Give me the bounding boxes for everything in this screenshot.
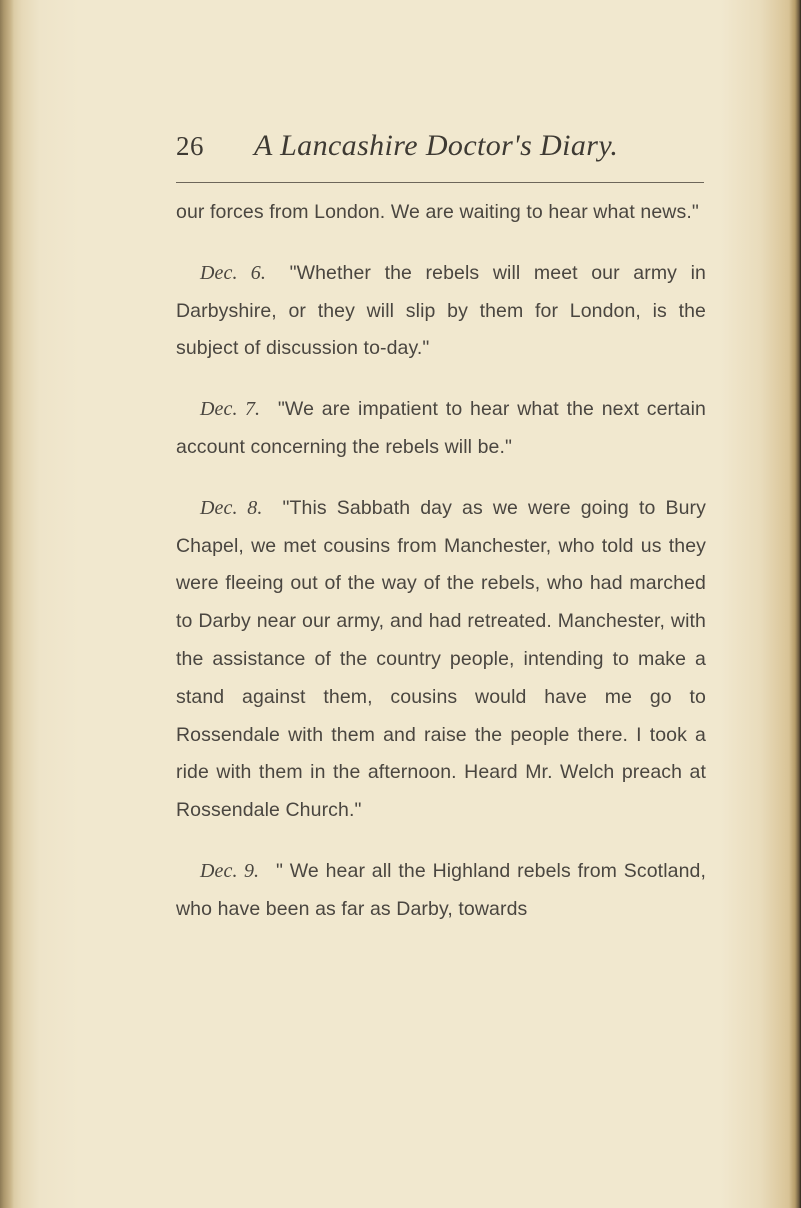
page-edge-shadow: [789, 0, 801, 1208]
header-rule: [176, 182, 704, 183]
entry-text: "We are impatient to hear what the next certain account concerning the rebels will be.": [176, 398, 706, 458]
entry-text: "This Sabbath day as we were going to Bury Chapel, we met cousins from Manchester, who told us they were fleeing out of the way of the rebels, who had marched to Darby near our army, and had retreated. Manchester, with the assistance of the country people, intending to make a stand against them, cousins would have me go to Rossendale with them and raise the people there. I took a ride with them in the afternoon. Heard Mr. Welch preach at Rossendale Church.": [176, 496, 706, 822]
entry-date: Dec. 8.: [200, 496, 263, 519]
paragraph-gap: [176, 467, 706, 490]
diary-entry-dec-8: [176, 490, 706, 830]
diary-paragraph-continued: [176, 194, 706, 232]
page-header: [176, 128, 716, 168]
entry-text: "Whether the rebels will meet our army in Darbyshire, or they will slip by them for London, is the subject of discussion to-day.": [176, 261, 706, 360]
paragraph-gap: [176, 368, 706, 391]
entry-date: Dec. 7.: [200, 398, 261, 421]
paragraph-gap: [176, 232, 706, 255]
entry-text: our forces from London. We are waiting to hear what news.": [176, 201, 699, 223]
page-number: 26: [176, 131, 204, 161]
diary-entry-dec-9: [176, 853, 706, 929]
entry-date: Dec. 9.: [200, 859, 260, 882]
entry-date: Dec. 6.: [200, 261, 266, 284]
diary-entry-dec-7: [176, 391, 706, 467]
running-title: A Lancashire Doctor's Diary.: [254, 129, 619, 162]
body-text: [176, 194, 706, 929]
page-binding-edge: [0, 0, 14, 1208]
diary-entry-dec-6: [176, 255, 706, 368]
entry-text: " We hear all the Highland rebels from Scotland, who have been as far as Darby, towards: [176, 859, 706, 920]
paragraph-gap: [176, 830, 706, 853]
